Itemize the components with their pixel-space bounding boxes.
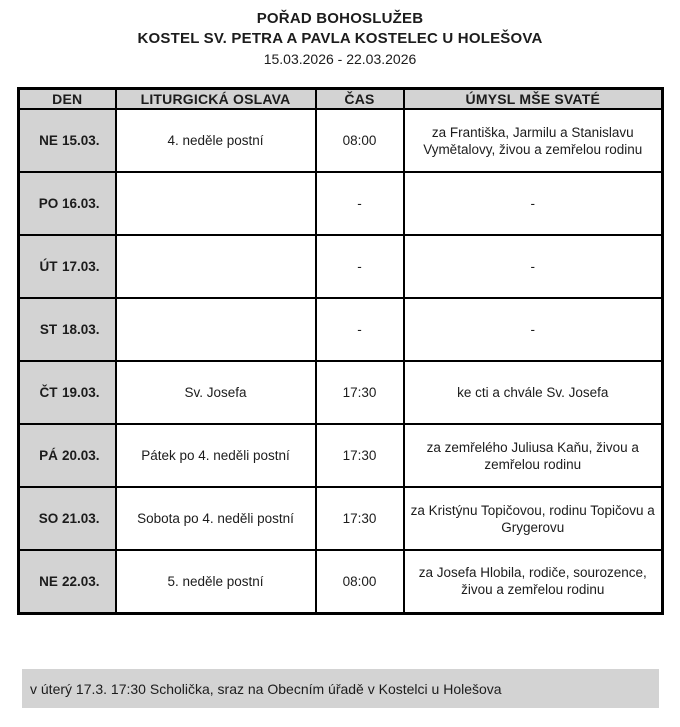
day-cell (19, 487, 116, 550)
day-date: 20.03. (61, 448, 100, 463)
table-row (19, 235, 663, 298)
celebration-cell: Sv. Josefa (116, 361, 316, 424)
day-cell (19, 298, 116, 361)
document-header (0, 0, 680, 69)
time-cell: 17:30 (316, 424, 404, 487)
day-abbr: SO (38, 511, 59, 526)
time-cell: - (316, 298, 404, 361)
page-title: POŘAD BOHOSLUŽEB (256, 10, 424, 27)
time-cell: - (316, 235, 404, 298)
day-date: 19.03. (61, 385, 100, 400)
day-abbr: NE (39, 133, 58, 148)
day-cell (19, 550, 116, 613)
table-row (19, 361, 663, 424)
celebration-cell (116, 235, 316, 298)
intention-cell: ke cti a chvále Sv. Josefa (404, 361, 663, 424)
celebration-cell: Sobota po 4. neděli postní (116, 487, 316, 550)
table-row (19, 109, 663, 172)
time-cell: 17:30 (316, 487, 404, 550)
time-cell: 17:30 (316, 361, 404, 424)
intention-cell: - (404, 298, 663, 361)
day-abbr: ČT (39, 385, 58, 400)
time-cell: 08:00 (316, 550, 404, 613)
day-date: 18.03. (61, 322, 100, 337)
table-header-row (19, 89, 663, 110)
day-date: 17.03. (61, 259, 100, 274)
date-range: 15.03.2026 - 22.03.2026 (263, 51, 417, 67)
celebration-cell (116, 172, 316, 235)
footer-note-bar (22, 669, 659, 708)
column-header-den: DEN (19, 89, 116, 110)
intention-cell: za Františka, Jarmilu a Stanislavu Vymětalovy, živou a zemřelou rodinu (404, 109, 663, 172)
day-abbr: ÚT (39, 259, 58, 274)
day-date: 21.03. (61, 511, 100, 526)
time-cell: - (316, 172, 404, 235)
day-abbr: PÁ (39, 448, 58, 463)
column-header-umysl: ÚMYSL MŠE SVATÉ (404, 89, 663, 110)
celebration-cell: 4. neděle postní (116, 109, 316, 172)
day-cell (19, 361, 116, 424)
table-row (19, 172, 663, 235)
intention-cell: za Kristýnu Topičovou, rodinu Topičovu a Grygerovu (404, 487, 663, 550)
intention-cell: - (404, 235, 663, 298)
day-cell (19, 172, 116, 235)
day-abbr: PO (38, 196, 59, 211)
table-row (19, 550, 663, 613)
celebration-cell: Pátek po 4. neděli postní (116, 424, 316, 487)
footer-note-text: v úterý 17.3. 17:30 Scholička, sraz na Obecním úřadě v Kostelci u Holešova (30, 680, 502, 697)
celebration-cell (116, 298, 316, 361)
table-row (19, 487, 663, 550)
celebration-cell: 5. neděle postní (116, 550, 316, 613)
time-cell: 08:00 (316, 109, 404, 172)
column-header-liturgicka-oslava: LITURGICKÁ OSLAVA (116, 89, 316, 110)
table-row (19, 298, 663, 361)
day-abbr: ST (39, 322, 58, 337)
day-date: 15.03. (61, 133, 100, 148)
day-cell (19, 424, 116, 487)
intention-cell: za Josefa Hlobila, rodiče, sourozence, živou a zemřelou rodinu (404, 550, 663, 613)
day-abbr: NE (39, 573, 58, 589)
day-cell (19, 235, 116, 298)
day-cell (19, 109, 116, 172)
column-header-cas: ČAS (316, 89, 404, 110)
page-subtitle: KOSTEL SV. PETRA A PAVLA KOSTELEC U HOLEŠOVA (137, 30, 543, 47)
day-date: 16.03. (61, 196, 100, 211)
schedule-table (17, 87, 664, 615)
intention-cell: - (404, 172, 663, 235)
table-row (19, 424, 663, 487)
intention-cell: za zemřelého Juliusa Kaňu, živou a zemřelou rodinu (404, 424, 663, 487)
day-date: 22.03. (61, 573, 100, 589)
